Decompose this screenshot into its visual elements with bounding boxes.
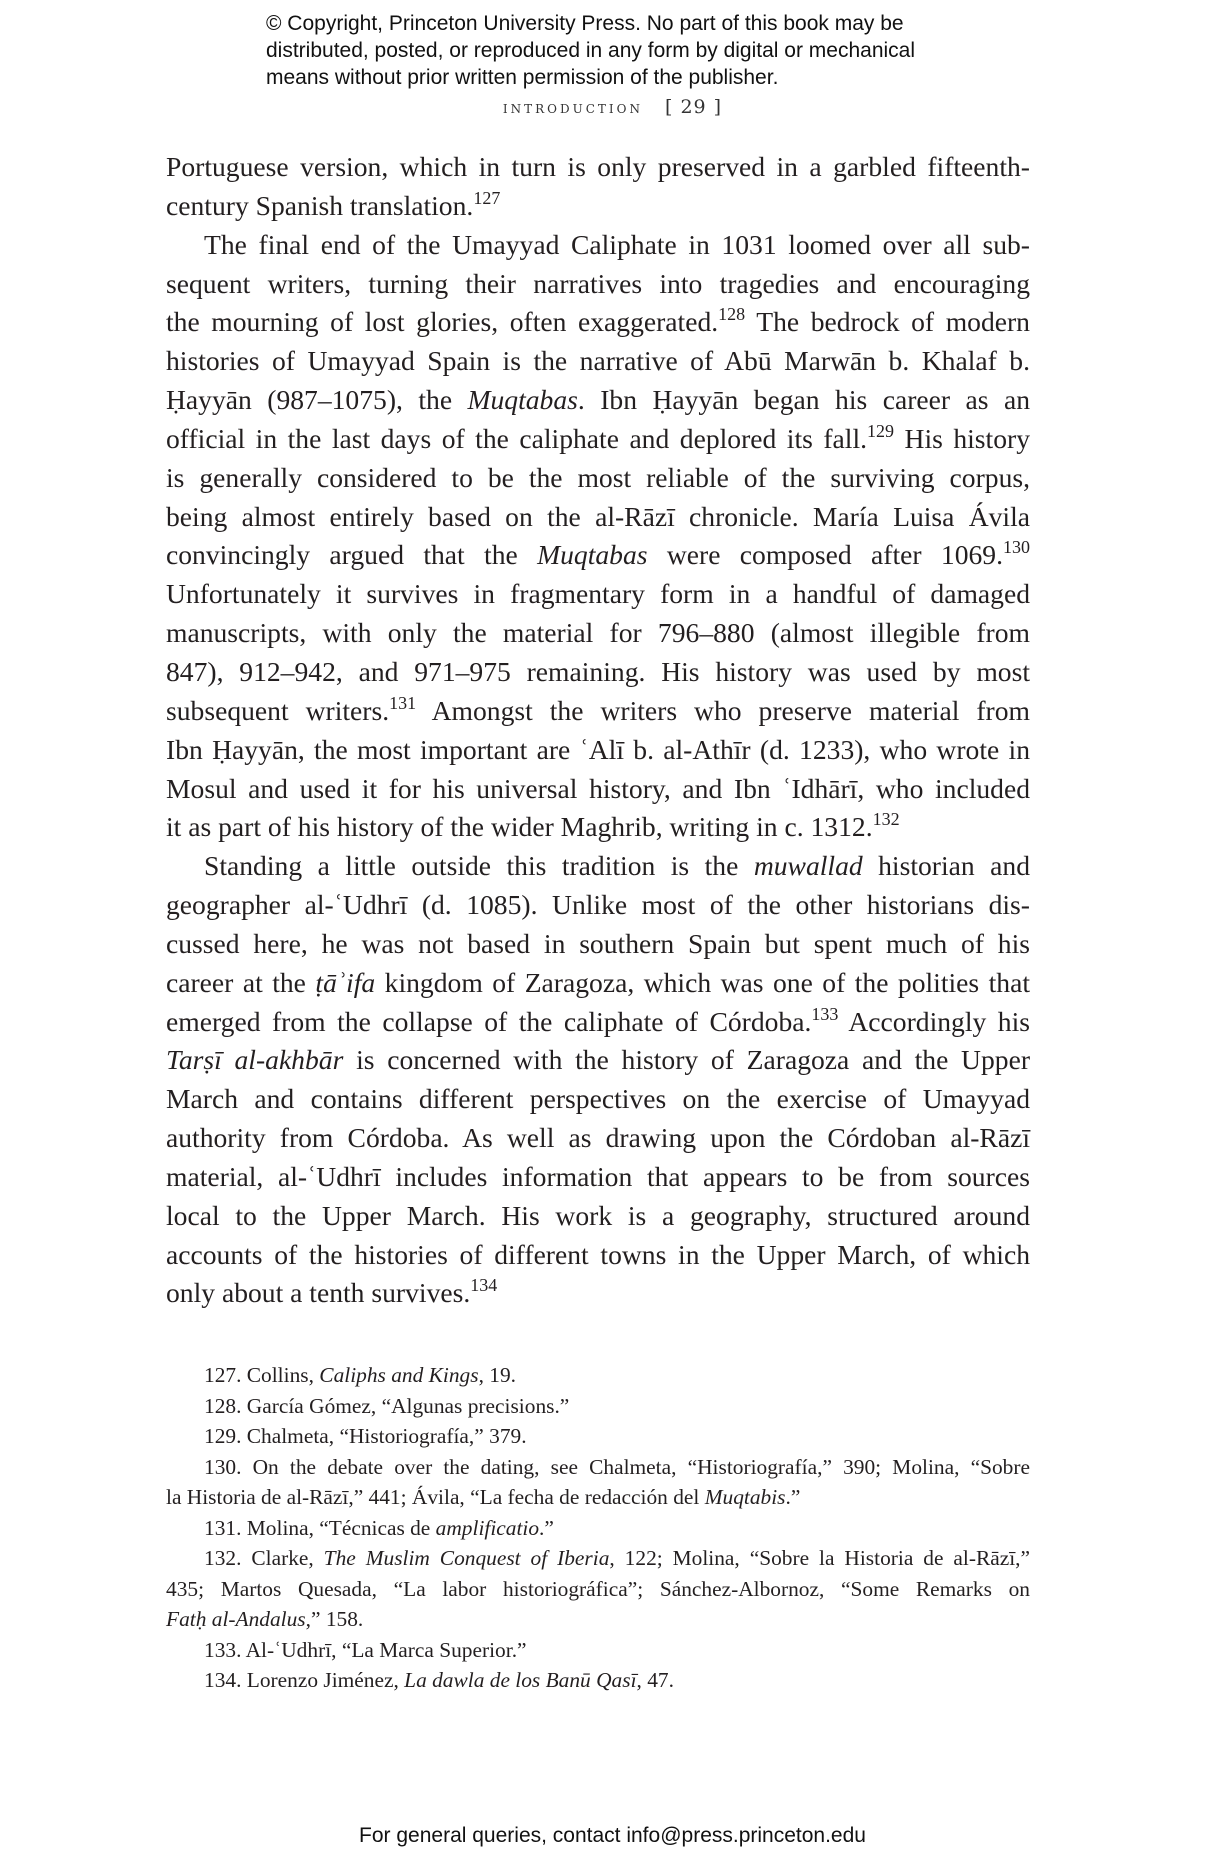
text-line: career at the ṭāʾifa kingdom of Zaragoza, which was one of the polities that xyxy=(166,966,1031,998)
running-head xyxy=(0,96,1225,118)
text-line: is generally considered to be the most reliable of the surviving corpus, xyxy=(166,461,1030,493)
footnote: 129. Chalmeta, “Historiografía,” 379. xyxy=(204,1424,527,1448)
note-ref[interactable]: 132 xyxy=(872,809,900,830)
text-line: subsequent writers.$^{131}$ Amongst the writers who preserve material from xyxy=(166,692,1031,726)
text-line: Mosul and used it for his universal history, and Ibn ʿIdhārī, who included xyxy=(166,772,1030,804)
note-ref[interactable]: 134 xyxy=(470,1275,498,1296)
text-line: emerged from the collapse of the caliphate of Córdoba.$^{133}$ Accordingly his xyxy=(166,1003,1030,1037)
text-line: century Spanish translation.$^{127}$ xyxy=(166,187,501,221)
text-line: Portuguese version, which in turn is only preserved in a garbled fifteenth- xyxy=(166,151,1030,182)
copyright-line: © Copyright, Princeton University Press. No part of this book may be xyxy=(266,12,904,35)
footnote: 132. Clarke, The Muslim Conquest of Iberia, 122; Molina, “Sobre la Historia de al-Rāzī,” xyxy=(204,1546,1030,1570)
note-ref[interactable]: 127 xyxy=(473,187,501,208)
text-line: accounts of the histories of different towns in the Upper March, of which xyxy=(166,1238,1030,1270)
running-head-title: introduction xyxy=(502,98,644,118)
footnote-continuation: 435; Martos Quesada, “La labor historiográfica”; Sánchez-Albornoz, “Some Remarks on xyxy=(166,1576,1030,1601)
body-text xyxy=(166,148,1030,1313)
text-line: being almost entirely based on the al-Rāzī chronicle. María Luisa Ávila xyxy=(166,500,1030,532)
text-line: Unfortunately it survives in fragmentary form in a handful of damaged xyxy=(166,578,1030,610)
text-line: Tarṣī al-akhbār is concerned with the history of Zaragoza and the Upper xyxy=(166,1044,1031,1076)
text-line: sequent writers, turning their narratives into tragedies and encouraging xyxy=(166,267,1030,299)
text-line: manuscripts, with only the material for 796–880 (almost illegible from xyxy=(166,617,1030,649)
text-line: local to the Upper March. His work is a geography, structured around xyxy=(166,1199,1030,1231)
text-line: Ḥayyān (987–1075), the Muqtabas. Ibn Ḥayyān began his career as an xyxy=(166,384,1030,416)
text-line: material, al-ʿUdhrī includes information that appears to be from sources xyxy=(166,1160,1030,1192)
text-line: histories of Umayyad Spain is the narrative of Abū Marwān b. Khalaf b. xyxy=(166,345,1030,377)
text-line: convincingly argued that the Muqtabas were composed after 1069.$^{130}$ xyxy=(166,537,1030,571)
text-line: only about a tenth survives.$^{134}$ xyxy=(166,1275,498,1309)
text-line: Ibn Ḥayyān, the most important are ʿAlī b. al-Athīr (d. 1233), who wrote in xyxy=(166,733,1030,765)
text-line: Standing a little outside this tradition is the muwallad historian and xyxy=(204,850,1030,882)
text-line: the mourning of lost glories, often exaggerated.$^{128}$ The bedrock of modern xyxy=(166,304,1030,338)
footnote-continuation: Fatḥ al-Andalus,” 158. xyxy=(166,1607,364,1631)
note-ref[interactable]: 130 xyxy=(1003,537,1030,558)
text-line: geographer al-ʿUdhrī (d. 1085). Unlike most of the other historians dis- xyxy=(166,889,1030,921)
footnote: 130. On the debate over the dating, see Chalmeta, “Historiografía,” 390; Molina, “Sobre xyxy=(204,1454,1030,1479)
text-line: The final end of the Umayyad Caliphate in 1031 loomed over all sub- xyxy=(204,228,1030,260)
footnotes xyxy=(166,1360,1030,1696)
text-line: 847), 912–942, and 971–975 remaining. His history was used by most xyxy=(166,655,1030,687)
note-ref[interactable]: 131 xyxy=(389,692,417,713)
copyright-line: distributed, posted, or reproduced in any form by digital or mechanical xyxy=(266,39,916,62)
text-line: cussed here, he was not based in southern Spain but spent much of his xyxy=(166,927,1030,959)
copyright-notice xyxy=(266,10,1026,91)
page-number: [ 29 ] xyxy=(665,96,723,118)
text-line: authority from Córdoba. As well as drawing upon the Córdoban al-Rāzī xyxy=(166,1122,1030,1154)
text-line: official in the last days of the caliphate and deplored its fall.$^{129}$ His history xyxy=(166,420,1030,454)
footer-contact: For general queries, contact info@press.princeton.edu xyxy=(359,1824,866,1847)
footnote: 128. García Gómez, “Algunas precisions.” xyxy=(204,1393,570,1418)
footnote: 134. Lorenzo Jiménez, La dawla de los Banū Qasī, 47. xyxy=(204,1668,674,1692)
note-ref[interactable]: 129 xyxy=(867,420,895,441)
note-ref[interactable]: 133 xyxy=(811,1003,839,1024)
note-ref[interactable]: 128 xyxy=(718,304,746,325)
text-line: it as part of his history of the wider Maghrib, writing in c. 1312.$^{132}$ xyxy=(166,809,900,843)
footnote: 133. Al-ʿUdhrī, “La Marca Superior.” xyxy=(204,1637,527,1662)
copyright-line: means without prior written permission of the publisher. xyxy=(266,66,779,89)
footnote: 127. Collins, Caliphs and Kings, 19. xyxy=(204,1363,517,1387)
footnote-continuation: la Historia de al-Rāzī,” 441; Ávila, “La fecha de redacción del Muqtabis.” xyxy=(166,1485,801,1509)
footnote: 131. Molina, “Técnicas de amplificatio.” xyxy=(204,1515,554,1540)
text-line: March and contains different perspectives on the exercise of Umayyad xyxy=(166,1083,1030,1115)
